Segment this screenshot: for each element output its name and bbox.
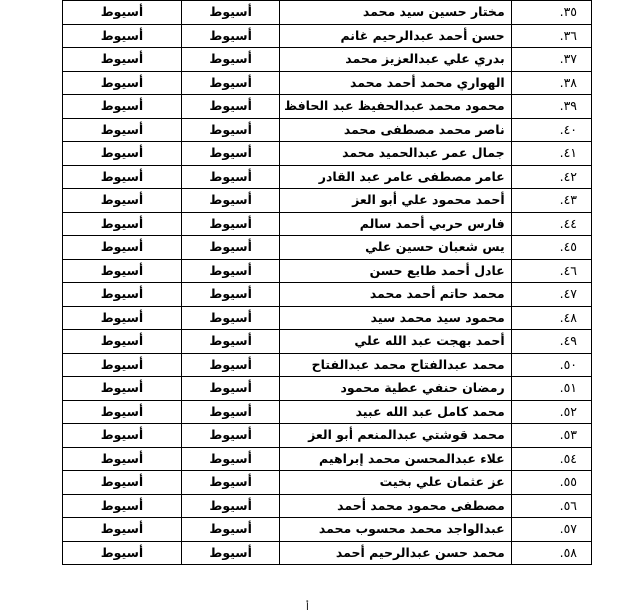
- row-city: أسيوط: [63, 330, 182, 354]
- table-row: [63, 330, 592, 354]
- row-governorate: أسيوط: [181, 377, 280, 401]
- page-footer-mark: أ: [306, 602, 309, 613]
- row-governorate: أسيوط: [181, 142, 280, 166]
- row-name: مختار حسين سيد محمد: [280, 1, 511, 25]
- row-name: محمد عبدالفتاح محمد عبدالفتاح: [280, 353, 511, 377]
- row-governorate: أسيوط: [181, 259, 280, 283]
- row-city: أسيوط: [63, 283, 182, 307]
- row-governorate: أسيوط: [181, 95, 280, 119]
- row-city: أسيوط: [63, 447, 182, 471]
- row-number: ٤٨.: [511, 306, 591, 330]
- row-city: أسيوط: [63, 518, 182, 542]
- row-city: أسيوط: [63, 118, 182, 142]
- row-city: أسيوط: [63, 95, 182, 119]
- row-name: الهواري محمد أحمد محمد: [280, 71, 511, 95]
- row-name: فارس حربي أحمد سالم: [280, 212, 511, 236]
- row-name: أحمد محمود علي أبو العز: [280, 189, 511, 213]
- row-governorate: أسيوط: [181, 118, 280, 142]
- row-number: ٤١.: [511, 142, 591, 166]
- row-city: أسيوط: [63, 377, 182, 401]
- table-row: [63, 400, 592, 424]
- table-row: [63, 118, 592, 142]
- row-governorate: أسيوط: [181, 48, 280, 72]
- row-city: أسيوط: [63, 471, 182, 495]
- row-governorate: أسيوط: [181, 541, 280, 565]
- table-row: [63, 236, 592, 260]
- row-name: علاء عبدالمحسن محمد إبراهيم: [280, 447, 511, 471]
- row-city: أسيوط: [63, 400, 182, 424]
- row-city: أسيوط: [63, 353, 182, 377]
- row-number: ٤٠.: [511, 118, 591, 142]
- row-number: ٥٠.: [511, 353, 591, 377]
- row-name: يس شعبان حسين علي: [280, 236, 511, 260]
- row-number: ٥٧.: [511, 518, 591, 542]
- table-row: [63, 142, 592, 166]
- row-name: رمضان حنفي عطية محمود: [280, 377, 511, 401]
- row-number: ٣٩.: [511, 95, 591, 119]
- table-row: [63, 71, 592, 95]
- row-governorate: أسيوط: [181, 518, 280, 542]
- row-governorate: أسيوط: [181, 236, 280, 260]
- row-governorate: أسيوط: [181, 494, 280, 518]
- row-name: عبدالواجد محمد محسوب محمد: [280, 518, 511, 542]
- row-number: ٥٣.: [511, 424, 591, 448]
- names-table: [62, 0, 592, 565]
- row-governorate: أسيوط: [181, 330, 280, 354]
- table-row: [63, 95, 592, 119]
- table-row: [63, 259, 592, 283]
- table-row: [63, 212, 592, 236]
- row-number: ٥٢.: [511, 400, 591, 424]
- row-name: حسن أحمد عبدالرحيم غانم: [280, 24, 511, 48]
- table-row: [63, 165, 592, 189]
- table-row: [63, 424, 592, 448]
- row-city: أسيوط: [63, 48, 182, 72]
- row-name: محمد كامل عبد الله عبيد: [280, 400, 511, 424]
- row-name: عز عثمان علي بخيت: [280, 471, 511, 495]
- row-number: ٤٤.: [511, 212, 591, 236]
- row-number: ٥٨.: [511, 541, 591, 565]
- row-city: أسيوط: [63, 24, 182, 48]
- row-name: محمد قوشتي عبدالمنعم أبو العز: [280, 424, 511, 448]
- row-number: ٤٥.: [511, 236, 591, 260]
- row-governorate: أسيوط: [181, 165, 280, 189]
- row-number: ٥٦.: [511, 494, 591, 518]
- row-number: ٥١.: [511, 377, 591, 401]
- table-row: [63, 306, 592, 330]
- row-governorate: أسيوط: [181, 212, 280, 236]
- row-name: عامر مصطفى عامر عبد القادر: [280, 165, 511, 189]
- row-number: ٣٧.: [511, 48, 591, 72]
- row-name: جمال عمر عبدالحميد محمد: [280, 142, 511, 166]
- row-number: ٣٥.: [511, 1, 591, 25]
- row-governorate: أسيوط: [181, 1, 280, 25]
- row-city: أسيوط: [63, 306, 182, 330]
- row-city: أسيوط: [63, 424, 182, 448]
- table-row: [63, 377, 592, 401]
- row-governorate: أسيوط: [181, 283, 280, 307]
- row-governorate: أسيوط: [181, 24, 280, 48]
- row-number: ٥٥.: [511, 471, 591, 495]
- row-governorate: أسيوط: [181, 447, 280, 471]
- table-row: [63, 471, 592, 495]
- row-name: محمد حسن عبدالرحيم أحمد: [280, 541, 511, 565]
- row-governorate: أسيوط: [181, 71, 280, 95]
- row-city: أسيوط: [63, 71, 182, 95]
- row-governorate: أسيوط: [181, 353, 280, 377]
- table-row: [63, 48, 592, 72]
- row-number: ٤٧.: [511, 283, 591, 307]
- row-governorate: أسيوط: [181, 306, 280, 330]
- row-city: أسيوط: [63, 142, 182, 166]
- table-row: [63, 447, 592, 471]
- row-city: أسيوط: [63, 165, 182, 189]
- row-city: أسيوط: [63, 1, 182, 25]
- row-city: أسيوط: [63, 236, 182, 260]
- row-number: ٥٤.: [511, 447, 591, 471]
- names-table-body: [63, 1, 592, 565]
- table-row: [63, 1, 592, 25]
- table-row: [63, 518, 592, 542]
- row-city: أسيوط: [63, 189, 182, 213]
- row-governorate: أسيوط: [181, 424, 280, 448]
- row-governorate: أسيوط: [181, 471, 280, 495]
- row-number: ٤٦.: [511, 259, 591, 283]
- row-name: محمد حاتم أحمد محمد: [280, 283, 511, 307]
- row-city: أسيوط: [63, 541, 182, 565]
- row-name: ناصر محمد مصطفى محمد: [280, 118, 511, 142]
- table-row: [63, 353, 592, 377]
- table-row: [63, 541, 592, 565]
- row-number: ٤٩.: [511, 330, 591, 354]
- row-name: مصطفى محمود محمد أحمد: [280, 494, 511, 518]
- row-name: محمود محمد عبدالحفيظ عبد الحافظ: [280, 95, 511, 119]
- row-number: ٤٢.: [511, 165, 591, 189]
- row-number: ٣٨.: [511, 71, 591, 95]
- row-name: محمود سيد محمد سيد: [280, 306, 511, 330]
- row-city: أسيوط: [63, 494, 182, 518]
- row-governorate: أسيوط: [181, 400, 280, 424]
- row-city: أسيوط: [63, 259, 182, 283]
- row-name: عادل أحمد طايع حسن: [280, 259, 511, 283]
- table-row: [63, 283, 592, 307]
- row-name: بدري علي عبدالعزيز محمد: [280, 48, 511, 72]
- row-governorate: أسيوط: [181, 189, 280, 213]
- row-name: أحمد بهجت عبد الله علي: [280, 330, 511, 354]
- row-city: أسيوط: [63, 212, 182, 236]
- table-row: [63, 494, 592, 518]
- row-number: ٣٦.: [511, 24, 591, 48]
- table-row: [63, 24, 592, 48]
- row-number: ٤٣.: [511, 189, 591, 213]
- table-row: [63, 189, 592, 213]
